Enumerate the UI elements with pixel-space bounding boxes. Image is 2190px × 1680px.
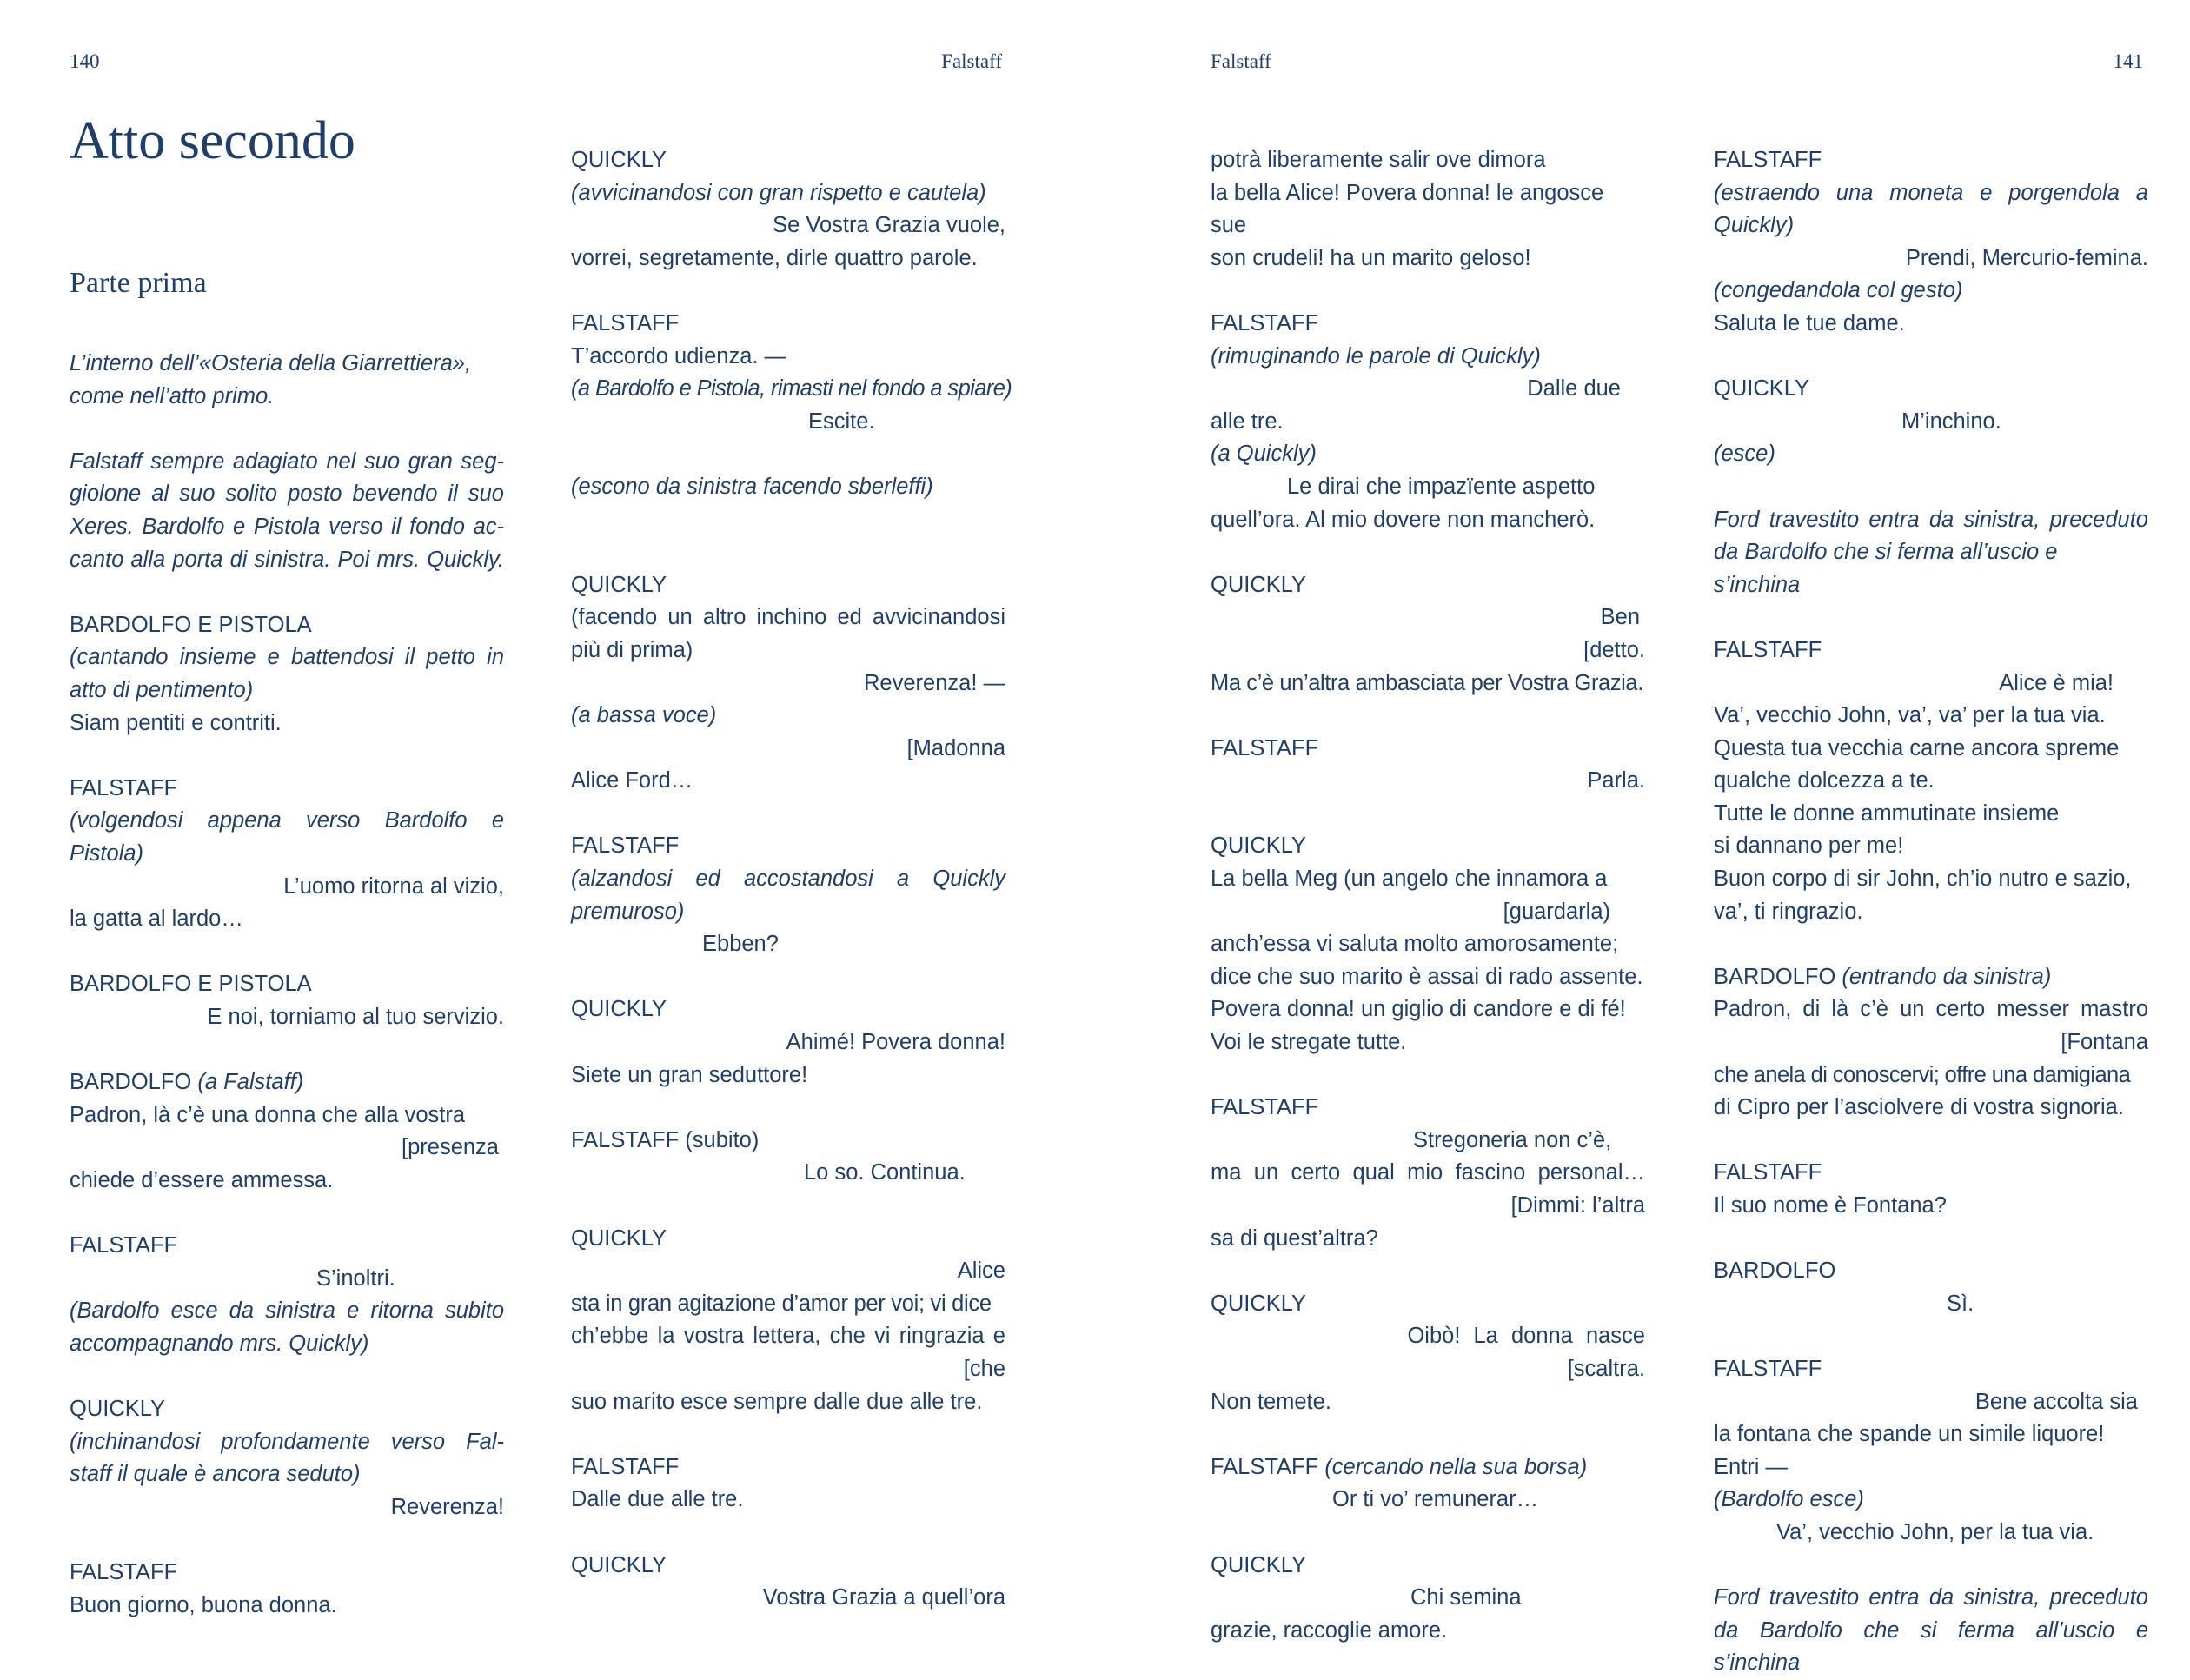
page-number-left: 140 bbox=[70, 50, 100, 72]
verse-line: Voi le stregate tutte. bbox=[1211, 1030, 1407, 1055]
speaker-name: BARDOLFO E PISTOLA bbox=[70, 972, 312, 997]
verse-line: Le dirai che impazïente aspetto bbox=[1287, 474, 1596, 499]
verse-line: si dannano per me! bbox=[1714, 833, 1904, 859]
verse-line: Chi semina bbox=[1410, 1585, 1522, 1610]
stage-direction: (Bardolfo esce da sinistra e ritorna subito bbox=[70, 1298, 504, 1324]
speaker-name: FALSTAFF bbox=[1714, 637, 1822, 662]
verse-line: Padron, là c’è una donna che alla vostra bbox=[70, 1102, 466, 1127]
stage-direction: (facendo un altro inchino ed avvicinandosi bbox=[571, 605, 1005, 630]
stage-direction: (cantando insieme e battendosi il petto in bbox=[70, 645, 504, 670]
verse-line: Reverenza! bbox=[390, 1494, 504, 1519]
verse-line: M’inchino. bbox=[1901, 408, 2001, 434]
stage-direction: (a Bardolfo e Pistola, rimasti nel fondo a spiare) bbox=[571, 376, 1012, 402]
act-title: Atto secondo bbox=[70, 111, 355, 170]
speaker-name: FALSTAFF bbox=[70, 1233, 178, 1258]
verse-line: Padron, di là c’è un certo messer mastro bbox=[1714, 997, 2148, 1022]
setting-line: come nell’atto primo. bbox=[70, 383, 275, 408]
right-page bbox=[1095, 0, 2190, 1676]
speaker-name: QUICKLY bbox=[571, 572, 667, 597]
verse-line: Ebben? bbox=[702, 932, 779, 957]
stage-direction: (volgendosi appena verso Bardolfo e bbox=[70, 808, 504, 833]
verse-line: [Madonna bbox=[906, 735, 1005, 760]
verse-line: Reverenza! — bbox=[864, 670, 1005, 695]
verse-line: Questa tua vecchia carne ancora spreme bbox=[1714, 735, 2120, 760]
speaker-name: FALSTAFF bbox=[1211, 1454, 1319, 1479]
verse-line: Lo so. Continua. bbox=[804, 1160, 966, 1185]
stage-direction: (inchinandosi profondamente verso Fal- bbox=[70, 1429, 504, 1454]
verse-line: anch’essa vi saluta molto amorosamente; bbox=[1211, 932, 1619, 957]
verse-line: Alice bbox=[957, 1258, 1005, 1284]
stage-direction: (escono da sinistra facendo sberleffi) bbox=[571, 474, 933, 499]
verse-line: Entri — bbox=[1714, 1454, 1788, 1479]
speaker-name: BARDOLFO bbox=[1714, 1258, 1836, 1284]
verse-line: Buon giorno, buona donna. bbox=[70, 1592, 337, 1617]
speaker-name: QUICKLY bbox=[571, 1552, 667, 1577]
text-column-3 bbox=[1211, 144, 1645, 1647]
verse-line: L’uomo ritorna al vizio, bbox=[283, 873, 504, 899]
verse-line: [Dimmi: l’altra bbox=[1510, 1193, 1645, 1218]
verse-line: Buon corpo di sir John, ch’io nutro e sazio, bbox=[1714, 867, 2132, 892]
verse-line: ch’ebbe la vostra lettera, che vi ringrazia e bbox=[571, 1324, 1005, 1349]
stage-direction: Pistola) bbox=[70, 840, 144, 866]
verse-line: Siam pentiti e contriti. bbox=[70, 710, 282, 735]
speaker-name: FALSTAFF bbox=[1211, 735, 1319, 760]
stage-direction: Quickly) bbox=[1714, 213, 1795, 238]
speaker-name: BARDOLFO bbox=[70, 1070, 192, 1095]
verse-line: la gatta al lardo… bbox=[70, 906, 243, 932]
verse-line: Povera donna! un giglio di candore e di fé! bbox=[1211, 997, 1626, 1022]
verse-line: Dalle due alle tre. bbox=[571, 1487, 744, 1512]
stage-description: Falstaff sempre adagiato nel suo gran seg- bbox=[70, 448, 504, 474]
verse-line: la fontana che spande un simile liquore! bbox=[1714, 1422, 2105, 1447]
verse-line: Ben bbox=[1600, 605, 1640, 630]
running-head-left: Falstaff bbox=[941, 50, 1002, 72]
running-head-right: Falstaff bbox=[1211, 50, 1271, 72]
verse-line: [Fontana bbox=[2061, 1030, 2148, 1055]
verse-line: suo marito esce sempre dalle due alle tre. bbox=[571, 1389, 983, 1414]
verse-line: [guardarla) bbox=[1503, 899, 1610, 924]
stage-direction: staff il quale è ancora seduto) bbox=[70, 1462, 361, 1487]
stage-direction: (rimuginando le parole di Quickly) bbox=[1211, 343, 1541, 369]
speaker-line bbox=[1211, 1451, 1645, 1484]
stage-direction: (a bassa voce) bbox=[571, 703, 717, 728]
speaker-name: FALSTAFF bbox=[70, 1559, 178, 1584]
verse-line: di Cipro per l’asciolvere di vostra signoria. bbox=[1714, 1095, 2124, 1120]
verse-line: la bella Alice! Povera donna! le angosce sue bbox=[1211, 180, 1604, 238]
verse-line: dice che suo marito è assai di rado assente. bbox=[1211, 964, 1643, 989]
speaker-name: QUICKLY bbox=[571, 148, 667, 172]
speaker-name: FALSTAFF bbox=[1211, 1095, 1319, 1120]
verse-line: S’inoltri. bbox=[316, 1265, 395, 1291]
speaker-name: FALSTAFF bbox=[1211, 310, 1319, 335]
verse-line: quell’ora. Al mio dovere non mancherò. bbox=[1211, 507, 1596, 532]
speaker-line bbox=[70, 1066, 504, 1099]
stage-direction: (estraendo una moneta e porgendola a bbox=[1714, 180, 2148, 205]
verse-line: Siete un gran seduttore! bbox=[571, 1062, 808, 1087]
stage-description: Xeres. Bardolfo e Pistola verso il fondo ac- bbox=[70, 514, 504, 539]
verse-line: potrà liberamente salir ove dimora bbox=[1211, 148, 1546, 172]
left-page bbox=[0, 0, 1095, 1643]
verse-line: [che bbox=[963, 1356, 1005, 1381]
verse-line: Non temete. bbox=[1211, 1389, 1331, 1414]
speaker-name: QUICKLY bbox=[1211, 572, 1307, 597]
speaker-line bbox=[1714, 961, 2148, 994]
page-number-right: 141 bbox=[2113, 50, 2143, 72]
verse-line: Sì. bbox=[1947, 1291, 1974, 1316]
verse-line: Vostra Grazia a quell’ora bbox=[762, 1585, 1005, 1610]
stage-description: da Bardolfo che si ferma all’uscio e s’inchina bbox=[1714, 540, 2058, 597]
stage-direction: (alzandosi ed accostandosi a Quickly bbox=[571, 867, 1005, 892]
setting-line: L’interno dell’«Osteria della Giarrettiera», bbox=[70, 351, 472, 375]
text-column-4 bbox=[1714, 144, 2148, 1680]
stage-direction: premuroso) bbox=[571, 899, 685, 924]
verse-line: T’accordo udienza. — bbox=[571, 343, 787, 369]
verse-line: [presenza bbox=[402, 1135, 499, 1160]
stage-direction: (Bardolfo esce) bbox=[1714, 1487, 1864, 1512]
stage-description: giolone al suo solito posto bevendo il suo bbox=[70, 481, 504, 507]
stage-description: canto alla porta di sinistra. Poi mrs. Quickly. bbox=[70, 547, 504, 572]
stage-direction: (cercando nella sua borsa) bbox=[1324, 1454, 1588, 1479]
verse-line: va’, ti ringrazio. bbox=[1714, 899, 1863, 924]
speaker-name: QUICKLY bbox=[70, 1397, 166, 1421]
stage-description: da Bardolfo che si ferma all’uscio e s’inchina bbox=[1714, 1617, 2148, 1676]
verse-line: ma un certo qual mio fascino personal… bbox=[1211, 1160, 1645, 1185]
verse-line: Bene accolta sia bbox=[1974, 1389, 2138, 1414]
speaker-name: FALSTAFF bbox=[571, 833, 680, 859]
text-column-2 bbox=[571, 144, 1012, 1615]
verse-line: La bella Meg (un angelo che innamora a bbox=[1211, 867, 1608, 892]
verse-line: Tutte le donne ammutinate insieme bbox=[1714, 800, 2060, 826]
stage-direction: (esce) bbox=[1714, 442, 1775, 467]
speaker-name: QUICKLY bbox=[571, 997, 667, 1022]
verse-line: Va’, vecchio John, va’, va’ per la tua via. bbox=[1714, 703, 2106, 728]
speaker-name: FALSTAFF bbox=[571, 310, 680, 335]
verse-line: sa di quest’altra? bbox=[1211, 1225, 1378, 1251]
verse-line: Va’, vecchio John, per la tua via. bbox=[1776, 1519, 2094, 1544]
verse-line: sta in gran agitazione d’amor per voi; vi dice bbox=[571, 1291, 992, 1316]
verse-line: Parla. bbox=[1587, 768, 1645, 794]
verse-line: qualche dolcezza a te. bbox=[1714, 768, 1934, 794]
stage-direction: (avvicinandosi con gran rispetto e cautela) bbox=[571, 180, 986, 205]
speaker-name: BARDOLFO bbox=[1714, 964, 1836, 989]
stage-direction: (entrando da sinistra) bbox=[1842, 964, 2052, 989]
speaker-name: FALSTAFF bbox=[1714, 148, 1822, 172]
stage-direction: accompagnando mrs. Quickly) bbox=[70, 1331, 369, 1356]
verse-line: Or ti vo’ remunerar… bbox=[1332, 1487, 1539, 1512]
speaker-name: QUICKLY bbox=[1211, 1291, 1307, 1316]
verse-line: Alice Ford… bbox=[571, 768, 694, 794]
verse-line: [detto. bbox=[1583, 637, 1645, 662]
verse-line: Prendi, Mercurio-femina. bbox=[1905, 245, 2148, 270]
verse-line: Ahimé! Povera donna! bbox=[786, 1030, 1005, 1055]
verse-line: [scaltra. bbox=[1567, 1356, 1645, 1381]
speaker-name: QUICKLY bbox=[1211, 1552, 1307, 1577]
speaker-name: QUICKLY bbox=[1211, 833, 1307, 859]
text-column-1 bbox=[70, 266, 504, 1622]
speaker-name: FALSTAFF (subito) bbox=[571, 1127, 760, 1152]
part-title: Parte prima bbox=[70, 267, 207, 299]
speaker-name: FALSTAFF bbox=[571, 1454, 680, 1479]
verse-line: grazie, raccoglie amore. bbox=[1211, 1617, 1448, 1643]
verse-line: Saluta le tue dame. bbox=[1714, 310, 1905, 335]
speaker-name: QUICKLY bbox=[1714, 376, 1810, 402]
stage-description: Ford travestito entra da sinistra, preceduto bbox=[1714, 1585, 2148, 1610]
verse-line: Il suo nome è Fontana? bbox=[1714, 1193, 1947, 1218]
stage-direction: più di prima) bbox=[571, 637, 694, 662]
speaker-name: FALSTAFF bbox=[1714, 1356, 1822, 1381]
verse-line: Se Vostra Grazia vuole, bbox=[773, 213, 1005, 238]
verse-line: chiede d’essere ammessa. bbox=[70, 1167, 334, 1192]
verse-line: Oibò! La donna nasce bbox=[1407, 1324, 1645, 1349]
speaker-name: FALSTAFF bbox=[70, 775, 178, 800]
speaker-name: FALSTAFF bbox=[1714, 1160, 1822, 1185]
verse-line: Escite. bbox=[808, 408, 875, 434]
verse-line: Stregoneria non c’è, bbox=[1413, 1127, 1612, 1152]
stage-direction: (a Falstaff) bbox=[197, 1070, 304, 1095]
stage-description: Ford travestito entra da sinistra, preceduto bbox=[1714, 507, 2148, 532]
verse-line: E noi, torniamo al tuo servizio. bbox=[207, 1004, 504, 1029]
verse-line: Alice è mia! bbox=[1999, 670, 2114, 695]
stage-direction: (congedandola col gesto) bbox=[1714, 278, 1963, 303]
verse-line: son crudeli! ha un marito geloso! bbox=[1211, 245, 1531, 270]
verse-line: alle tre. bbox=[1211, 408, 1284, 434]
verse-line: che anela di conoscervi; offre una damigiana bbox=[1714, 1062, 2131, 1087]
stage-direction: (a Quickly) bbox=[1211, 442, 1317, 467]
speaker-name: BARDOLFO E PISTOLA bbox=[70, 612, 312, 637]
verse-line: Ma c’è un’altra ambasciata per Vostra Grazia. bbox=[1211, 670, 1643, 695]
speaker-name: QUICKLY bbox=[571, 1225, 667, 1251]
verse-line: Dalle due bbox=[1527, 376, 1621, 402]
verse-line: vorrei, segretamente, dirle quattro parole. bbox=[571, 245, 978, 270]
stage-direction: atto di pentimento) bbox=[70, 677, 254, 702]
